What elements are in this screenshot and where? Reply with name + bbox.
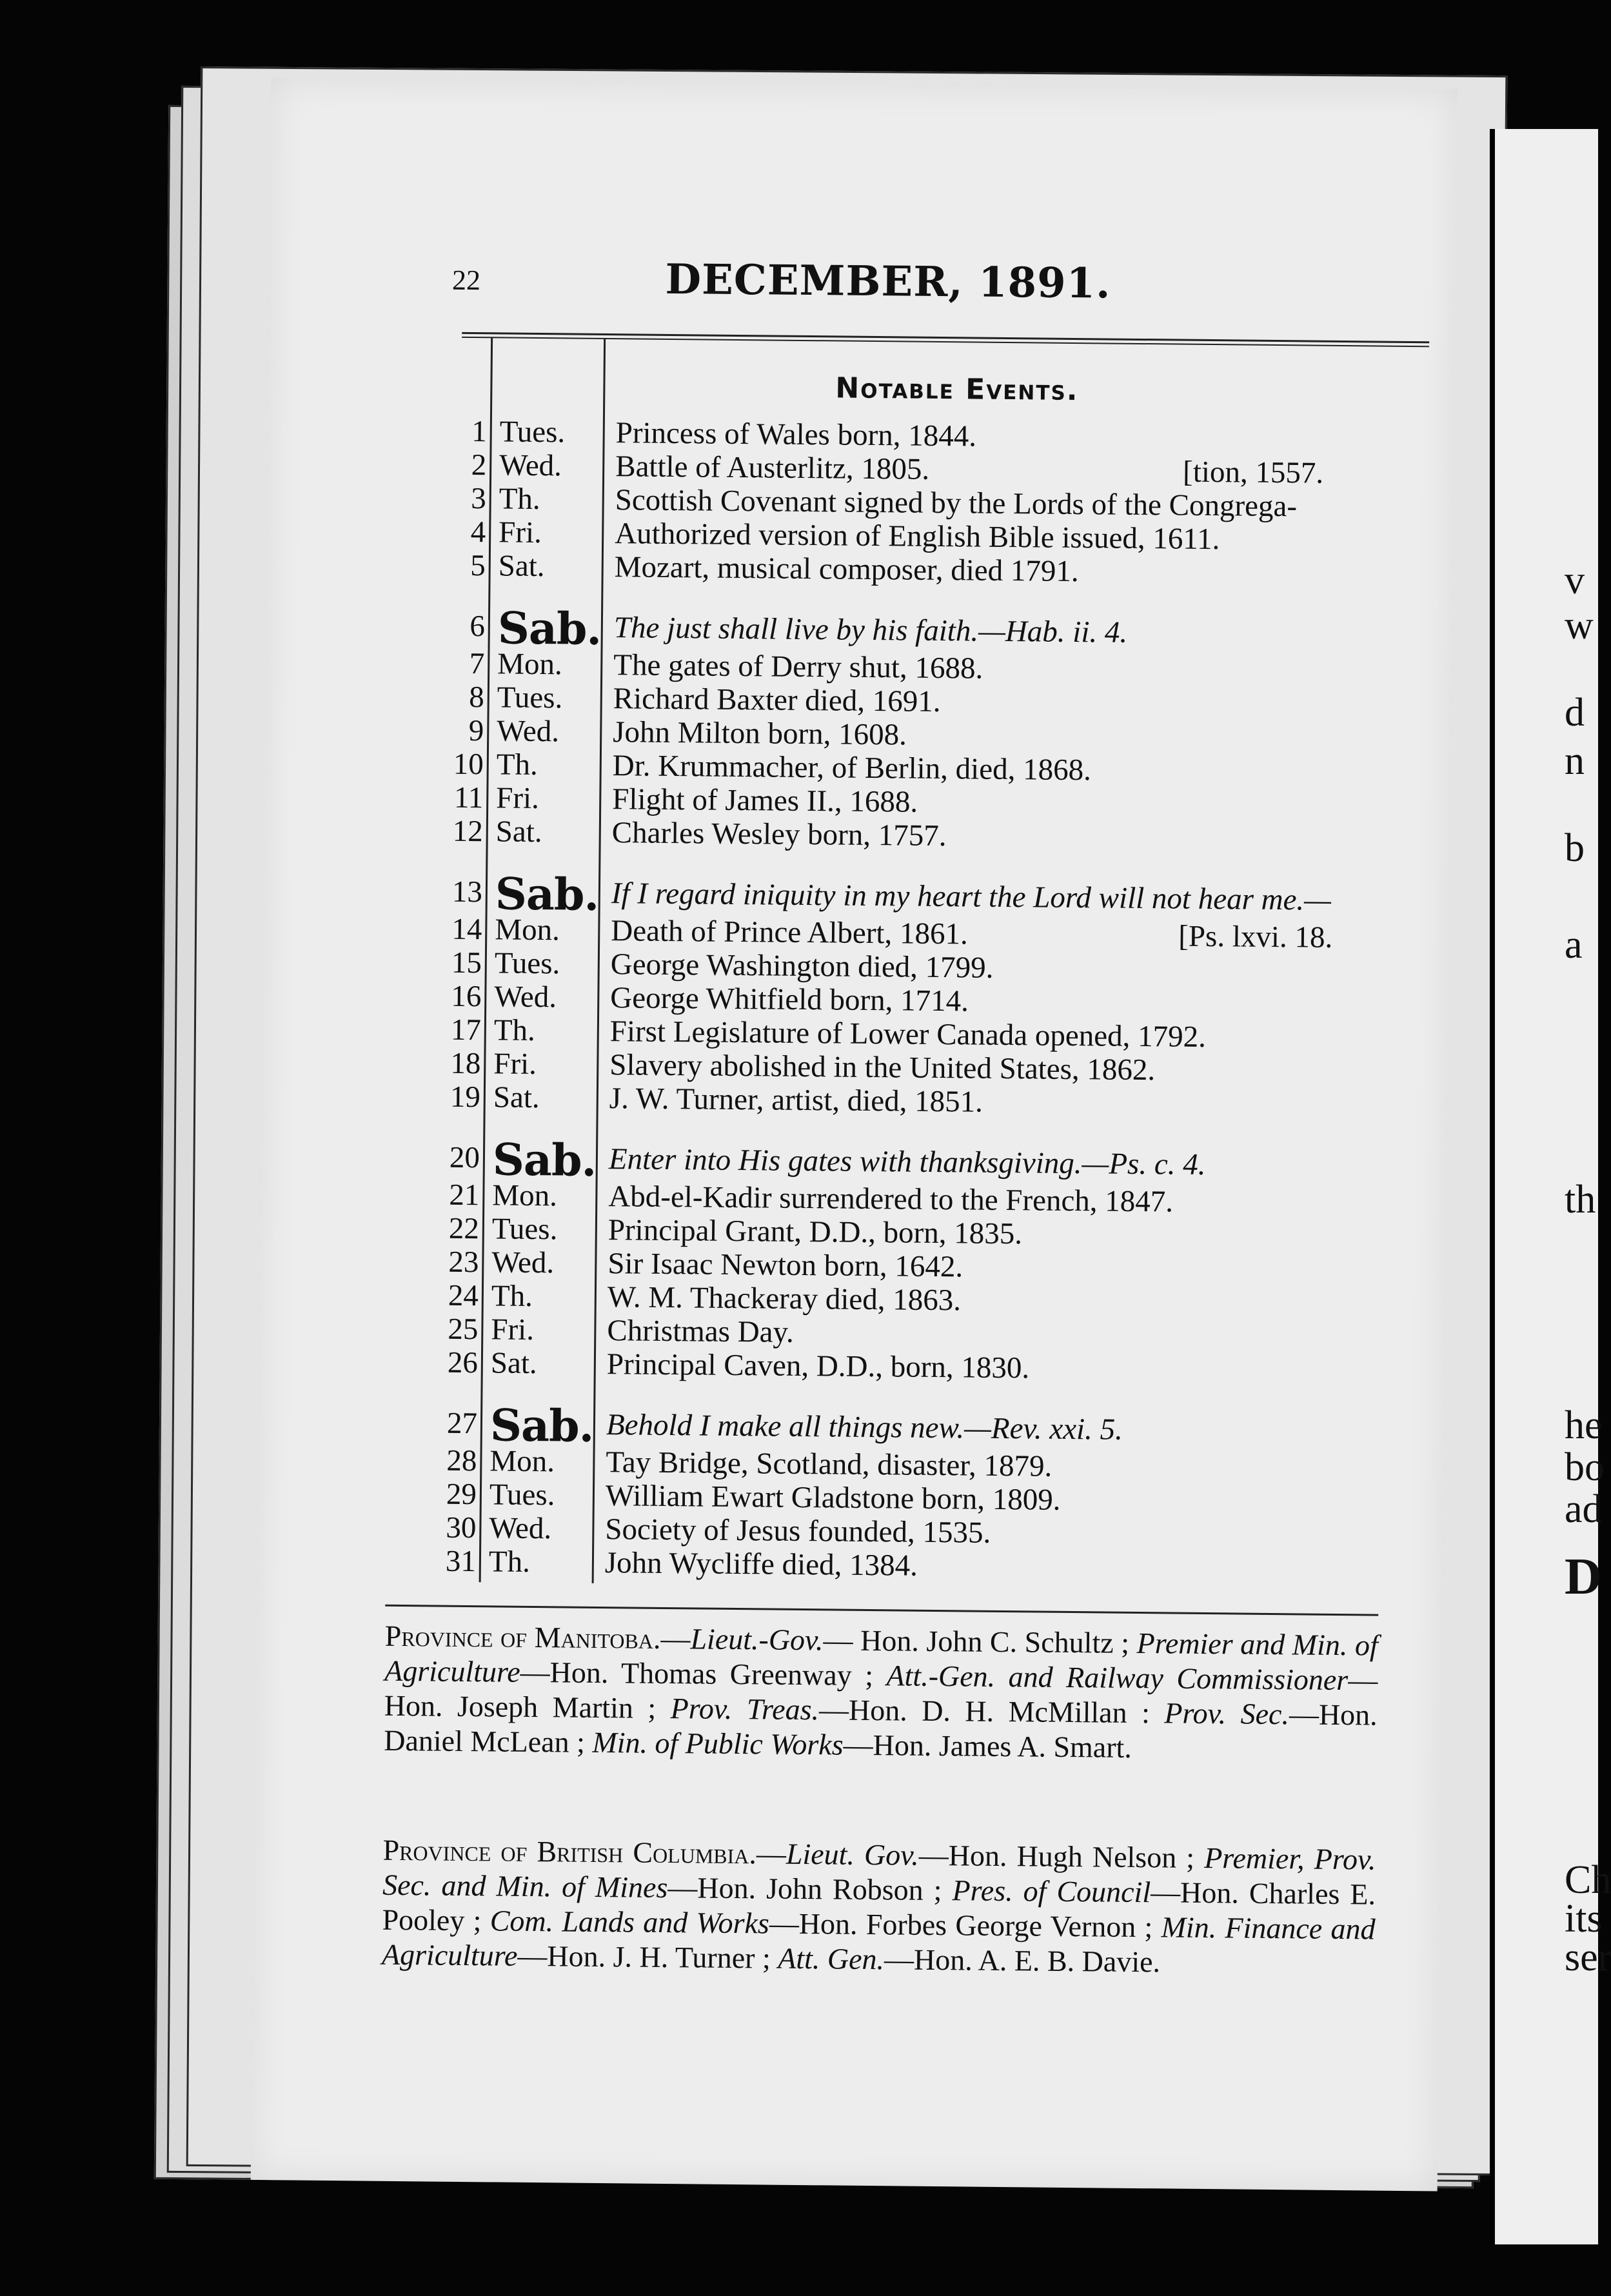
facing-fragment: b: [1565, 826, 1585, 870]
day-number: 28: [446, 1443, 477, 1478]
weekday: Sat.: [493, 1080, 540, 1115]
weekday: Mon.: [495, 913, 560, 947]
day-number: 12: [452, 814, 484, 849]
header-rule: [462, 332, 1429, 347]
event-text: Charles Wesley born, 1757.: [611, 816, 947, 853]
day-number: 22: [448, 1211, 480, 1246]
event-text: Death of Prince Albert, 1861.: [611, 914, 968, 951]
weekday: Wed.: [497, 714, 560, 749]
weekday: Th.: [499, 482, 540, 517]
day-number: 3: [470, 482, 486, 516]
office-title: Lieut. Gov.: [786, 1837, 920, 1872]
weekday: Wed.: [491, 1245, 555, 1280]
event-continuation: [Ps. lxvi. 18.: [1178, 919, 1333, 955]
day-number: 26: [447, 1345, 479, 1380]
weekday: Tues.: [491, 1212, 558, 1247]
office-title: Att.-Gen. and Railway Commissioner: [886, 1659, 1349, 1697]
province-manitoba: Province of Manitoba.—Lieut.-Gov.— Hon. John C. Schultz ; Premier and Min. of Agriculture—Hon. Thomas Greenway ; Att.-Gen. and Railway Commissioner—Hon. Joseph Martin ; Prov. Treas.—Hon. D. H. McMillan : Prov. Sec.—Hon. Daniel McLean ; Min. of Public Works—Hon. James A. Smart.: [384, 1619, 1379, 1764]
event-text: First Legislature of Lower Canada opened, 1792.: [609, 1014, 1207, 1054]
weekday: Tues.: [489, 1478, 555, 1512]
event-text: George Washington died, 1799.: [610, 947, 994, 985]
event-text: Battle of Austerlitz, 1805.: [615, 450, 930, 486]
weekday: Th.: [496, 747, 539, 782]
event-continuation: [tion, 1557.: [1182, 455, 1324, 490]
office-title: Pres. of Council: [952, 1874, 1151, 1909]
office-title: Premier, Prov. Sec. and Min. of Mines: [382, 1841, 1376, 1905]
day-number: 4: [470, 515, 486, 549]
weekday: Fri.: [493, 1047, 537, 1082]
office-title: Prov. Treas.: [670, 1692, 820, 1727]
day-number: 14: [451, 912, 482, 947]
calendar-row: [258, 1400, 1445, 1452]
facing-fragment: he: [1565, 1403, 1603, 1447]
office-title: Premier and Min. of Agriculture: [384, 1627, 1379, 1688]
weekday: Th.: [493, 1013, 536, 1048]
day-number: 31: [445, 1544, 477, 1579]
office-holder: —Hon. Hugh Nelson ;: [918, 1838, 1195, 1874]
office-title: Lieut.-Gov.: [690, 1622, 824, 1657]
weekday: Sab.: [489, 1400, 594, 1452]
facing-fragment: d: [1565, 691, 1585, 735]
office-holder: —Hon. Charles E. Pooley ;: [382, 1875, 1376, 1937]
weekday: Tues.: [499, 415, 566, 450]
event-text: Principal Caven, D.D., born, 1830.: [606, 1347, 1030, 1385]
event-text: Princess of Wales born, 1844.: [615, 416, 977, 453]
office-holder: —Hon. Thomas Greenway ;: [520, 1655, 874, 1692]
weekday: Sab.: [497, 602, 602, 655]
facing-fragment: th: [1565, 1178, 1596, 1222]
event-text: Authorized version of English Bible issued, 1611.: [614, 517, 1220, 557]
event-text: Dr. Krummacher, of Berlin, died, 1868.: [612, 749, 1092, 787]
event-text: W. M. Thackeray died, 1863.: [607, 1280, 962, 1318]
event-text: John Milton born, 1608.: [613, 715, 907, 752]
office-holder: —Hon. D. H. McMillan :: [818, 1693, 1151, 1730]
weekday: Sat.: [490, 1346, 537, 1381]
office-holder: —Hon. A. E. B. Davie.: [884, 1943, 1161, 1979]
weekday: Fri.: [491, 1312, 535, 1347]
weekday: Mon.: [489, 1444, 555, 1479]
weekday: Sat.: [498, 549, 545, 584]
event-text: Sir Isaac Newton born, 1642.: [608, 1247, 964, 1284]
day-number: 8: [469, 680, 485, 715]
weekday: Sab.: [495, 868, 599, 921]
weekday: Tues.: [497, 680, 563, 715]
event-text: Flight of James II., 1688.: [612, 782, 918, 819]
facing-fragment: bo: [1565, 1445, 1605, 1489]
event-text: John Wycliffe died, 1384.: [604, 1546, 918, 1583]
day-number: 1: [471, 415, 487, 449]
office-holder: —Hon. Daniel McLean ;: [384, 1697, 1378, 1759]
event-text: The just shall live by his faith.—Hab. ii. 4.: [613, 611, 1128, 649]
event-text: Scottish Covenant signed by the Lords of the Congrega-: [615, 483, 1298, 524]
office-holder: —Hon. Joseph Martin ;: [384, 1663, 1378, 1725]
facing-fragment: w: [1565, 604, 1594, 648]
office-title: Min. of Public Works: [592, 1725, 844, 1761]
facing-page: [1490, 129, 1611, 2244]
event-text: William Ewart Gladstone born, 1809.: [605, 1479, 1061, 1517]
event-text: Slavery abolished in the United States, 1862.: [609, 1048, 1156, 1087]
office-title: Prov. Sec.: [1164, 1696, 1290, 1731]
event-text: Society of Jesus founded, 1535.: [605, 1512, 991, 1550]
office-holder: —Hon. John Robson ;: [667, 1871, 942, 1907]
event-text: Abd-el-Kadir surrendered to the French, 1847.: [608, 1180, 1174, 1219]
day-number: 30: [446, 1510, 477, 1545]
office-holder: —Hon. Forbes George Vernon ;: [769, 1906, 1153, 1944]
weekday: Th.: [491, 1279, 533, 1313]
event-text: Christmas Day.: [607, 1314, 794, 1349]
day-number: 18: [450, 1046, 481, 1081]
office-holder: —Hon. James A. Smart.: [843, 1728, 1132, 1764]
office-title: Com. Lands and Works: [489, 1904, 770, 1940]
day-number: 6: [469, 609, 486, 644]
weekday: Wed.: [489, 1511, 552, 1546]
facing-fragment: ad: [1565, 1487, 1603, 1531]
weekday: Mon.: [497, 647, 563, 682]
day-number: 29: [446, 1477, 477, 1512]
office-title: Att. Gen.: [778, 1941, 885, 1976]
day-number: 24: [448, 1278, 479, 1313]
province-heading: Province of Manitoba.: [384, 1619, 661, 1655]
event-text: The gates of Derry shut, 1688.: [613, 648, 983, 686]
event-text: Richard Baxter died, 1691.: [613, 682, 941, 719]
event-text: If I regard iniquity in my heart the Lord will not hear me.—: [611, 876, 1332, 917]
facing-fragment: v: [1565, 559, 1585, 602]
facing-fragment: ser: [1565, 1935, 1611, 1979]
weekday: Mon.: [492, 1178, 558, 1213]
day-number: 15: [451, 945, 482, 980]
event-text: Tay Bridge, Scotland, disaster, 1879.: [606, 1445, 1053, 1483]
event-text: Mozart, musical composer, died 1791.: [614, 550, 1079, 589]
day-number: 27: [446, 1406, 478, 1441]
weekday: Fri.: [498, 515, 542, 550]
day-number: 5: [469, 549, 486, 583]
facing-fragment: a: [1565, 923, 1583, 967]
province-british-columbia: Province of British Columbia.—Lieut. Gov.—Hon. Hugh Nelson ; Premier, Prov. Sec. and Min. of Mines—Hon. John Robson ; Pres. of Council—Hon. Charles E. Pooley ; Com. Lands and Works—Hon. Forbes George Vernon ; Min. Finance and Agriculture—Hon. J. H. Turner ; Att. Gen.—Hon. A. E. B. Davie.: [381, 1833, 1376, 1979]
day-number: 10: [453, 747, 484, 782]
day-number: 11: [453, 780, 484, 815]
day-number: 16: [451, 979, 482, 1014]
calendar-row: [261, 1134, 1447, 1187]
day-number: 20: [449, 1140, 480, 1175]
province-heading: Province of British Columbia.: [382, 1833, 757, 1870]
event-text: Principal Grant, D.D., born, 1835.: [608, 1213, 1023, 1251]
weekday: Wed.: [499, 448, 562, 483]
weekday: Fri.: [496, 781, 540, 816]
events-header: Notable Events.: [835, 371, 1079, 408]
footer-rule: [385, 1605, 1378, 1616]
page-title: DECEMBER, 1891.: [665, 255, 1111, 308]
facing-fragment: n: [1565, 739, 1585, 783]
day-number: 21: [449, 1178, 480, 1212]
event-text: Enter into His gates with thanksgiving.—Ps. c. 4.: [608, 1142, 1206, 1182]
weekday: Sab.: [492, 1134, 597, 1187]
day-number: 17: [450, 1013, 482, 1047]
facing-fragment: Ch: [1565, 1858, 1611, 1902]
office-title: Min. Finance and Agriculture: [381, 1910, 1376, 1972]
almanac-page: [251, 77, 1458, 2192]
event-text: Behold I make all things new.—Rev. xxi. 5.: [606, 1408, 1123, 1447]
day-number: 25: [448, 1312, 479, 1347]
day-number: 23: [448, 1245, 479, 1280]
day-number: 19: [450, 1080, 481, 1114]
office-holder: —Hon. J. H. Turner ;: [517, 1939, 771, 1975]
weekday: Tues.: [494, 946, 560, 981]
facing-fragment: D: [1565, 1549, 1602, 1605]
calendar-row: [266, 602, 1452, 655]
page-number: 22: [451, 264, 481, 297]
event-text: J. W. Turner, artist, died, 1851.: [609, 1082, 983, 1119]
event-text: George Whitfield born, 1714.: [610, 981, 969, 1018]
weekday: Wed.: [494, 980, 557, 1014]
facing-fragment: its: [1565, 1897, 1603, 1941]
day-number: 13: [451, 875, 483, 909]
day-number: 7: [469, 646, 485, 681]
calendar-row: [263, 868, 1450, 921]
day-number: 2: [471, 448, 487, 482]
office-holder: — Hon. John C. Schultz ;: [823, 1623, 1130, 1659]
weekday: Sat.: [495, 815, 542, 849]
day-number: 9: [468, 713, 484, 748]
weekday: Th.: [488, 1545, 531, 1579]
